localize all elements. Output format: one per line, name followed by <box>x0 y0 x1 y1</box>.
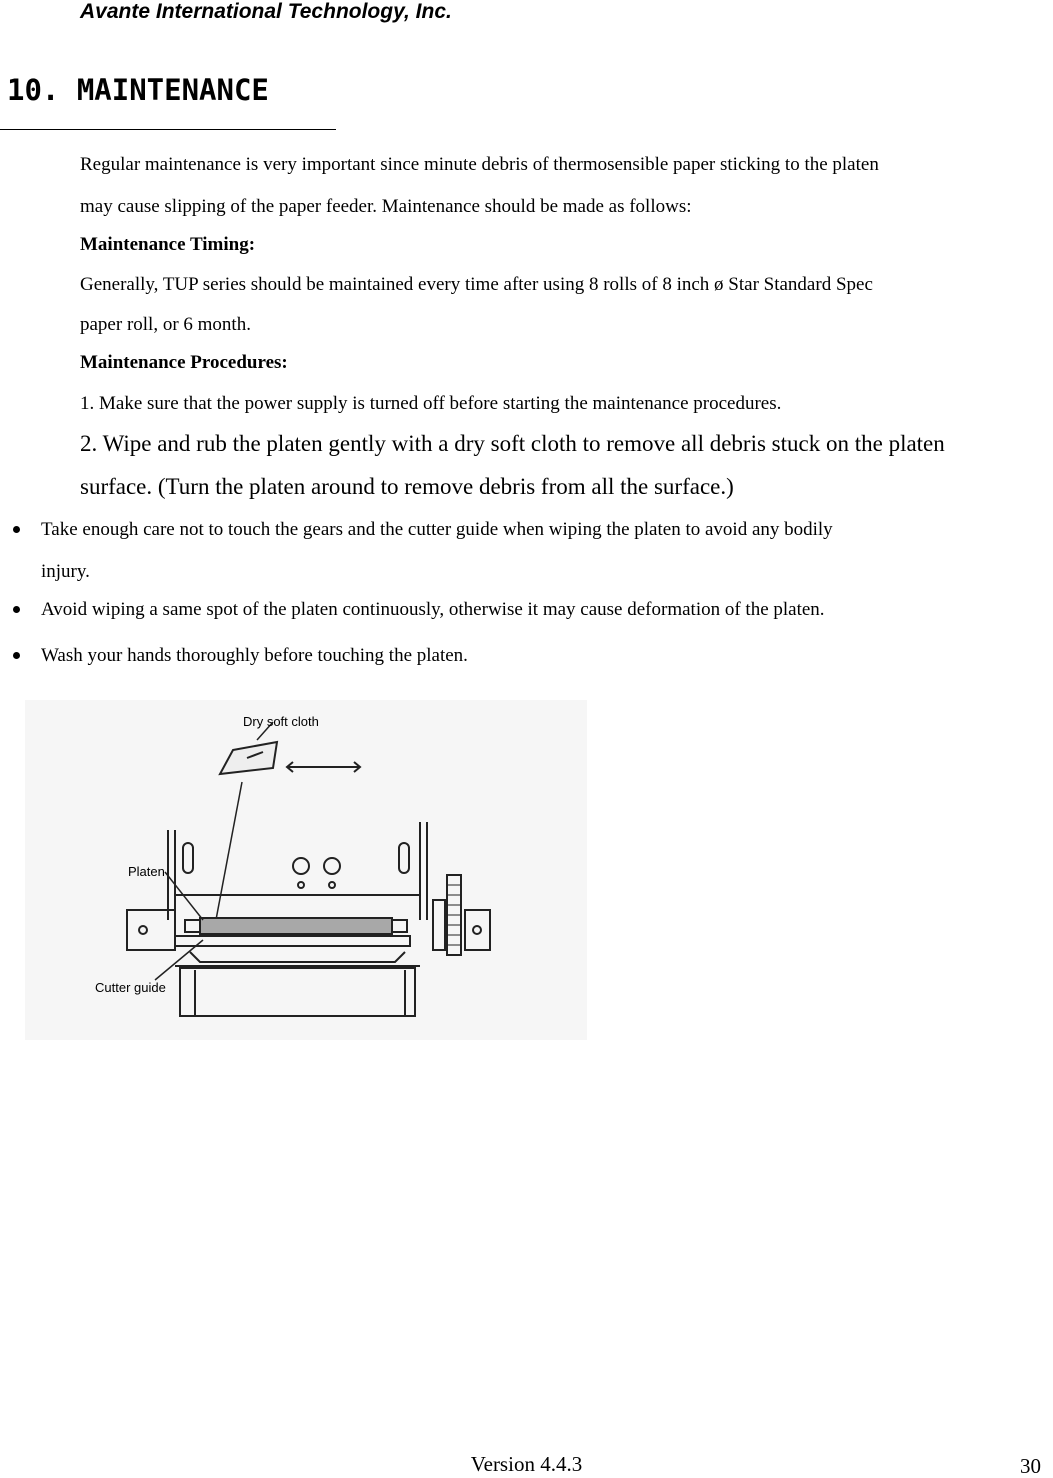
procedures-heading: Maintenance Procedures: <box>80 352 288 373</box>
bullet-icon <box>13 606 20 613</box>
footer-version: Version 4.4.3 <box>470 1452 583 1476</box>
timing-line-1: Generally, TUP series should be maintained every time after using 8 rolls of 8 inch ø Star Standard Spec <box>80 274 873 295</box>
figure-label-platen: Platen <box>128 864 165 879</box>
timing-line-2: paper roll, or 6 month. <box>80 314 251 335</box>
timing-heading: Maintenance Timing: <box>80 234 256 255</box>
platen-maintenance-figure <box>25 700 587 1040</box>
step-2-line-2: surface. (Turn the platen around to remove debris from all the surface.) <box>80 474 734 499</box>
figure-label-cutter-guide: Cutter guide <box>95 980 166 995</box>
intro-line-1: Regular maintenance is very important since minute debris of thermosensible paper sticking to the platen <box>80 154 879 175</box>
bullet-icon <box>13 652 20 659</box>
page-number: 30 <box>1020 1454 1041 1478</box>
bullet-icon <box>13 526 20 533</box>
bullet-3-line-1: Wash your hands thoroughly before touching the platen. <box>41 645 468 666</box>
section-title: 10. MAINTENANCE <box>7 73 269 107</box>
figure-label-cloth: Dry soft cloth <box>243 714 319 729</box>
bullet-1-line-2: injury. <box>41 561 90 582</box>
intro-line-2: may cause slipping of the paper feeder. Maintenance should be made as follows: <box>80 196 692 217</box>
printer-diagram <box>25 700 587 1040</box>
title-underline <box>0 129 336 130</box>
step-2-line-1: 2. Wipe and rub the platen gently with a dry soft cloth to remove all debris stuck on the platen <box>80 431 945 456</box>
bullet-1-line-1: Take enough care not to touch the gears and the cutter guide when wiping the platen to avoid any bodily <box>41 519 833 540</box>
step-1: 1. Make sure that the power supply is turned off before starting the maintenance procedures. <box>80 393 782 414</box>
bullet-2-line-1: Avoid wiping a same spot of the platen continuously, otherwise it may cause deformation of the platen. <box>41 599 825 620</box>
company-name: Avante International Technology, Inc. <box>80 0 452 23</box>
